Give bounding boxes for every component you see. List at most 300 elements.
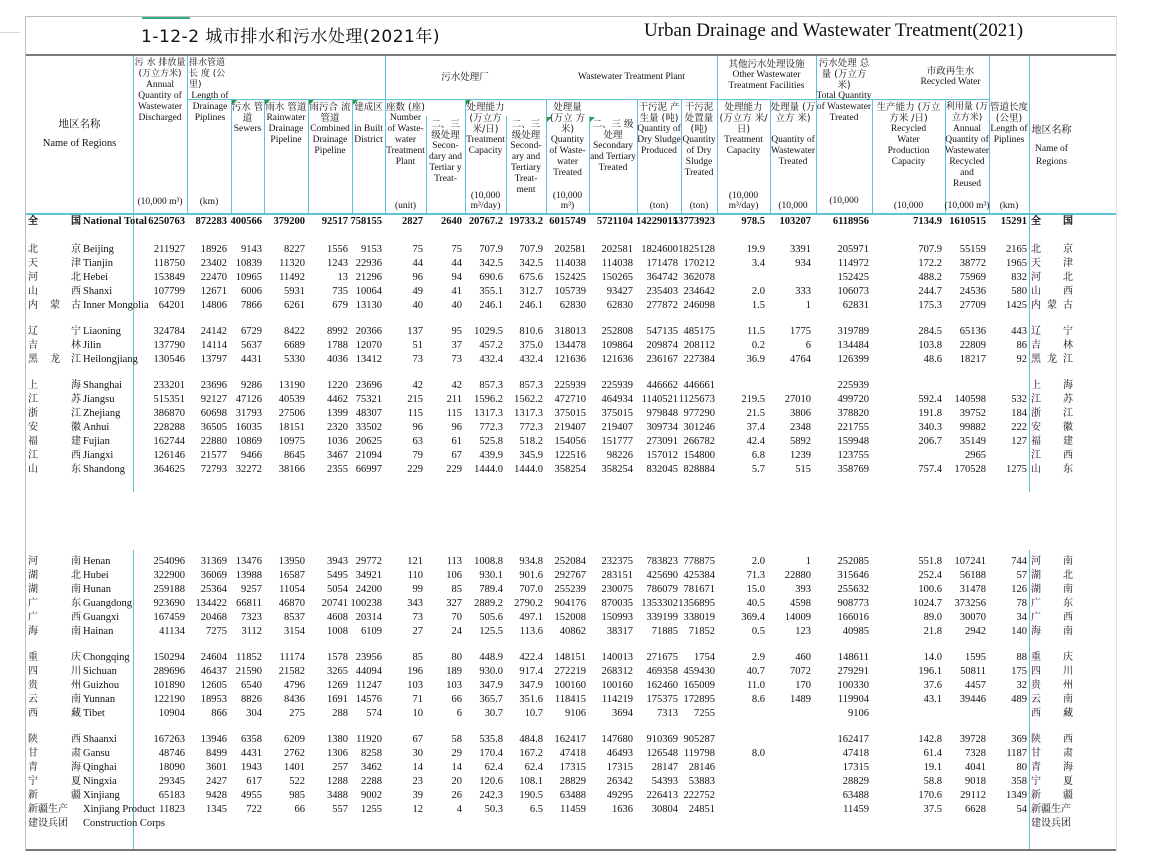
data-cell: 3391 (790, 244, 811, 255)
data-cell: 1380 (327, 734, 348, 745)
data-cell: 13412 (355, 354, 382, 365)
data-cell: 365.7 (479, 694, 503, 705)
data-cell: 13 (337, 272, 348, 283)
region-name-en: Inner Mongolia (83, 300, 149, 311)
data-cell: 1425 (1006, 300, 1027, 311)
region-name-en: Construction Corps (83, 818, 165, 829)
data-cell: 364625 (153, 464, 185, 475)
data-cell: 515351 (153, 394, 185, 405)
region-name-right-last: 藏 (1063, 708, 1073, 719)
data-cell: 229 (446, 464, 462, 475)
data-cell: 26342 (606, 776, 633, 787)
data-cell: 21.5 (746, 408, 765, 419)
data-cell: 14 (451, 762, 462, 773)
region-name-en: Beijing (83, 244, 114, 255)
region-name-right-last: 海 (1063, 380, 1073, 391)
unit-recycled-capacity: (10,000 (893, 201, 924, 211)
data-cell: 21296 (355, 272, 382, 283)
header-wastewater-discharged: 污 水 排放量 (万立方米) Annual Quantity of Wastewater Discharged (134, 58, 186, 123)
region-name-right-first: 上 (1031, 380, 1041, 391)
data-cell: 1.5 (751, 300, 765, 311)
data-cell: 675.6 (519, 272, 543, 283)
data-cell: 105739 (554, 286, 586, 297)
data-cell: 8258 (361, 748, 382, 759)
data-cell: 923690 (153, 598, 185, 609)
data-cell: 137 (407, 326, 423, 337)
data-cell: 170 (795, 680, 811, 691)
data-cell: 39752 (959, 408, 986, 419)
data-cell: 4041 (965, 762, 986, 773)
data-cell: 100238 (350, 598, 382, 609)
data-cell: 63 (412, 436, 423, 447)
data-cell: 1008 (327, 626, 348, 637)
region-name-right-last: 西 (1063, 734, 1073, 745)
data-cell: 1317.3 (474, 408, 503, 419)
data-cell: 373256 (954, 598, 986, 609)
data-cell: 7072 (790, 666, 811, 677)
data-cell: 1140521 (641, 394, 678, 405)
region-name-en: Shanxi (83, 286, 113, 297)
data-cell: 78 (1016, 598, 1027, 609)
data-cell: 24 (451, 626, 462, 637)
data-cell: 459430 (683, 666, 715, 677)
data-cell: 24851 (688, 804, 715, 815)
data-cell: 96 (412, 272, 423, 283)
data-cell: 206.7 (918, 436, 942, 447)
data-cell: 167459 (153, 612, 185, 623)
region-name-cn-first: 江 (28, 450, 38, 461)
data-cell: 271675 (646, 652, 678, 663)
data-cell: 347.9 (479, 680, 503, 691)
region-name-right-first: 宁 (1031, 776, 1041, 787)
data-cell: 103 (407, 680, 423, 691)
region-name-en: Guangdong (83, 598, 132, 609)
region-name-en: Hebei (83, 272, 109, 283)
data-cell: 5721104 (596, 216, 633, 227)
data-cell: 2640 (441, 216, 462, 227)
data-cell: 254096 (153, 556, 185, 567)
data-cell: 9257 (241, 584, 262, 595)
region-name-cn-first: 四 (28, 666, 38, 677)
data-cell: 5892 (790, 436, 811, 447)
region-name-cn-last: 林 (71, 340, 81, 351)
data-cell: 196.1 (918, 666, 942, 677)
data-cell: 6261 (284, 300, 305, 311)
data-cell: 8499 (206, 748, 227, 759)
data-cell: 446661 (683, 380, 715, 391)
data-cell: 5330 (284, 354, 305, 365)
region-name-en: Shanghai (83, 380, 123, 391)
table-bottom-border (26, 849, 1116, 851)
region-name-right-first: 云 (1031, 694, 1041, 705)
data-cell: 13988 (235, 570, 262, 581)
region-name-cn-first: 青 (28, 762, 38, 773)
data-cell: 2.0 (751, 286, 765, 297)
data-cell: 781671 (683, 584, 715, 595)
data-cell: 110 (407, 570, 423, 581)
header-plant-group-cn: 污水处理厂 (441, 72, 489, 83)
data-cell: 904176 (554, 598, 586, 609)
data-cell: 0.5 (751, 626, 765, 637)
data-cell: 11920 (356, 734, 382, 745)
data-cell: 63488 (559, 790, 586, 801)
data-cell: 114038 (554, 258, 586, 269)
data-cell: 27709 (959, 300, 986, 311)
data-cell: 95 (451, 326, 462, 337)
header-region-left: 地区名称 Name of Regions (42, 118, 117, 149)
data-cell: 275 (289, 708, 305, 719)
data-cell: 49 (412, 286, 423, 297)
data-cell: 2427 (206, 776, 227, 787)
data-cell: 8645 (284, 450, 305, 461)
data-cell: 40 (451, 300, 462, 311)
table-row (26, 625, 1116, 639)
data-cell: 375.0 (519, 340, 543, 351)
data-cell: 9143 (241, 244, 262, 255)
region-name-right-last: 东 (1063, 598, 1073, 609)
data-cell: 31478 (959, 584, 986, 595)
region-name-cn-last: 海 (71, 380, 81, 391)
data-cell: 484.8 (519, 734, 543, 745)
data-cell: 485175 (683, 326, 715, 337)
data-cell: 48.6 (923, 354, 942, 365)
data-cell: 857.3 (479, 380, 503, 391)
region-name-en: Yunnan (83, 694, 116, 705)
data-cell: 309734 (646, 422, 678, 433)
region-name-cn-last: 古 (71, 300, 81, 311)
data-cell: 23696 (200, 380, 227, 391)
data-cell: 219407 (601, 422, 633, 433)
data-cell: 211 (446, 394, 462, 405)
region-name-cn: 新疆生产 (28, 804, 68, 815)
data-cell: 61 (451, 436, 462, 447)
data-cell: 4796 (284, 680, 305, 691)
data-cell: 4764 (790, 354, 811, 365)
data-cell: 122190 (153, 694, 185, 705)
data-cell: 130546 (153, 354, 185, 365)
data-cell: 288 (332, 708, 348, 719)
region-name-right-first: 青 (1031, 762, 1041, 773)
data-cell: 1125673 (678, 394, 715, 405)
data-cell: 1444.0 (474, 464, 503, 475)
data-cell: 107241 (954, 556, 986, 567)
data-cell: 36505 (200, 422, 227, 433)
table-row (26, 407, 1116, 421)
table-row (26, 379, 1116, 393)
data-cell: 10869 (235, 436, 262, 447)
unit-num-plants: (unit) (394, 201, 417, 211)
data-cell: 86 (1016, 340, 1027, 351)
region-name-right-last: 京 (1063, 244, 1073, 255)
data-cell: 10965 (235, 272, 262, 283)
header-capacity: 处理能力 (万立方 米/日) Treatment Capacity (466, 102, 505, 156)
region-name-cn-first: 湖 (28, 570, 38, 581)
data-cell: 39728 (959, 734, 986, 745)
data-cell: 5054 (327, 584, 348, 595)
data-cell: 233201 (153, 380, 185, 391)
region-name-en: Qinghai (83, 762, 117, 773)
data-cell: 8436 (284, 694, 305, 705)
data-cell: 125.5 (479, 626, 503, 637)
data-cell: 259188 (153, 584, 185, 595)
data-cell: 304 (246, 708, 262, 719)
region-name-en: Zhejiang (83, 408, 121, 419)
data-cell: 4 (456, 804, 462, 815)
data-cell: 88 (1016, 652, 1027, 663)
region-name-cn-last: 北 (71, 570, 81, 581)
data-cell: 115 (446, 408, 462, 419)
data-cell: 9466 (241, 450, 262, 461)
data-cell: 242.3 (479, 790, 503, 801)
data-cell: 11852 (236, 652, 262, 663)
table-body (26, 215, 1116, 851)
data-cell: 36.9 (746, 354, 765, 365)
region-name-cn-last: 川 (71, 666, 81, 677)
data-cell: 55159 (959, 244, 986, 255)
data-cell: 744 (1011, 556, 1027, 567)
header-other-quantity: 处理量 (万立方 米) Quantity of Wastewater Treated (770, 102, 816, 167)
data-cell: 857.3 (519, 380, 543, 391)
data-cell: 57 (1016, 570, 1027, 581)
data-cell: 21582 (278, 666, 305, 677)
region-name-en: Sichuan (83, 666, 117, 677)
data-cell: 27 (412, 626, 423, 637)
region-name-cn-middle: 蒙 (50, 300, 60, 311)
data-cell: 29112 (960, 790, 986, 801)
data-cell: 532 (1011, 394, 1027, 405)
data-cell: 3462 (361, 762, 382, 773)
region-name-cn-first: 宁 (28, 776, 38, 787)
data-cell: 29772 (355, 556, 382, 567)
data-cell: 13476 (235, 556, 262, 567)
data-cell: 62.4 (484, 762, 503, 773)
region-name-cn-last: 江 (71, 354, 81, 365)
region-name-right-last: 西 (1063, 286, 1073, 297)
region-name-en: Jiangxi (83, 450, 114, 461)
data-cell: 557 (332, 804, 348, 815)
data-cell: 107799 (153, 286, 185, 297)
data-cell: 12070 (355, 340, 382, 351)
header-sludge-produced: 干污泥 产生量 (吨) Quantity of Dry Sludge Produced (637, 102, 681, 156)
data-cell: 978.5 (741, 216, 765, 227)
data-cell: 358254 (554, 464, 586, 475)
region-name-right-last: 江 (1063, 354, 1073, 365)
region-name-right-last: 东 (1063, 464, 1073, 475)
data-cell: 772.3 (479, 422, 503, 433)
data-cell: 46437 (200, 666, 227, 677)
data-cell: 46493 (606, 748, 633, 759)
data-cell: 20 (451, 776, 462, 787)
data-cell: 13950 (278, 556, 305, 567)
data-cell: 340.3 (918, 422, 942, 433)
unit-sludge-produced: (ton) (649, 201, 669, 211)
data-cell: 50811 (960, 666, 986, 677)
data-cell: 252084 (554, 556, 586, 567)
data-cell: 268312 (601, 666, 633, 677)
region-name-right-first: 福 (1031, 436, 1041, 447)
data-cell: 96 (451, 422, 462, 433)
data-cell: 23402 (200, 258, 227, 269)
data-cell: 66811 (236, 598, 262, 609)
data-cell: 58.8 (923, 776, 942, 787)
data-cell: 1243 (327, 258, 348, 269)
data-cell: 103.8 (918, 340, 942, 351)
data-cell: 9018 (965, 776, 986, 787)
data-cell: 551.8 (918, 556, 942, 567)
data-cell: 525.8 (479, 436, 503, 447)
data-cell: 783823 (646, 556, 678, 567)
data-cell: 15.0 (746, 584, 765, 595)
region-name-cn-first: 江 (28, 394, 38, 405)
data-cell: 1595 (965, 652, 986, 663)
data-cell: 98226 (606, 450, 633, 461)
data-cell: 690.6 (479, 272, 503, 283)
data-cell: 789.4 (479, 584, 503, 595)
region-name-en: Tibet (83, 708, 105, 719)
data-cell: 375015 (601, 408, 633, 419)
data-cell: 7323 (241, 612, 262, 623)
data-cell: 908773 (837, 598, 869, 609)
data-cell: 1562.2 (514, 394, 543, 405)
data-cell: 8227 (284, 244, 305, 255)
region-name-cn-last: 南 (71, 556, 81, 567)
data-cell: 347.9 (519, 680, 543, 691)
data-cell: 580 (1011, 286, 1027, 297)
data-cell: 96 (412, 422, 423, 433)
region-name-en: Hunan (83, 584, 111, 595)
data-cell: 22880 (784, 570, 811, 581)
region-name-cn-first: 福 (28, 436, 38, 447)
data-cell: 20468 (200, 612, 227, 623)
header-recycled-pipe: 管道长度 (公里) Length of Piplines (989, 102, 1028, 145)
data-cell: 3265 (327, 666, 348, 677)
data-cell: 1306 (327, 748, 348, 759)
table-row (26, 611, 1116, 625)
data-cell: 108.1 (519, 776, 543, 787)
data-cell: 162417 (837, 734, 869, 745)
table-row (26, 679, 1116, 693)
data-cell: 3806 (790, 408, 811, 419)
table-row (26, 817, 1116, 831)
data-cell: 14806 (200, 300, 227, 311)
data-cell: 46870 (278, 598, 305, 609)
data-cell: 1444.0 (514, 464, 543, 475)
data-cell: 1636 (612, 804, 633, 815)
region-name-cn-first: 甘 (28, 748, 38, 759)
data-cell: 432.4 (479, 354, 503, 365)
region-name-cn-first: 西 (28, 708, 38, 719)
table-row (26, 285, 1116, 299)
data-cell: 244.7 (918, 286, 942, 297)
region-name-right-first: 辽 (1031, 326, 1041, 337)
data-cell: 85 (412, 652, 423, 663)
data-cell: 44 (451, 258, 462, 269)
data-cell: 2288 (361, 776, 382, 787)
data-cell: 31369 (200, 556, 227, 567)
data-cell: 1943 (241, 762, 262, 773)
data-cell: 8537 (284, 612, 305, 623)
data-cell: 236167 (646, 354, 678, 365)
data-cell: 73 (412, 612, 423, 623)
region-name-en: Jilin (83, 340, 102, 351)
region-name-right-first: 江 (1031, 394, 1041, 405)
region-name-en: Guizhou (83, 680, 120, 691)
data-cell: 757.4 (918, 464, 942, 475)
data-cell: 343 (407, 598, 423, 609)
data-cell: 8826 (241, 694, 262, 705)
data-cell: 142.8 (918, 734, 942, 745)
region-name-right-last: 庆 (1063, 652, 1073, 663)
region-name-right-first: 北 (1031, 244, 1041, 255)
table-row (26, 707, 1116, 721)
data-cell: 20625 (355, 436, 382, 447)
data-cell: 246098 (683, 300, 715, 311)
data-cell: 786079 (646, 584, 678, 595)
data-cell: 75 (451, 244, 462, 255)
region-name-cn-last: 东 (71, 464, 81, 475)
data-cell: 934.8 (519, 556, 543, 567)
data-cell: 6628 (965, 804, 986, 815)
region-name-cn-middle: 龙 (50, 354, 60, 365)
region-name-cn-last: 京 (71, 244, 81, 255)
data-cell: 120.6 (479, 776, 503, 787)
region-name-right-first: 浙 (1031, 408, 1041, 419)
data-cell: 679 (332, 300, 348, 311)
region-name-right-cn: 建设兵团 (1031, 818, 1071, 829)
data-cell: 985 (289, 790, 305, 801)
region-name-en: Heilongjiang (83, 354, 138, 365)
data-cell: 118415 (554, 694, 586, 705)
header-capacity-secondary: 二、三 级处理 Second-ary and Tertiary Treat-ment (510, 119, 542, 195)
region-name-right-last: 夏 (1063, 776, 1073, 787)
region-name-en: Chongqing (83, 652, 130, 663)
data-cell: 6689 (284, 340, 305, 351)
data-cell: 44 (412, 258, 423, 269)
data-cell: 319789 (837, 326, 869, 337)
data-cell: 443 (1011, 326, 1027, 337)
data-cell: 21.8 (923, 626, 942, 637)
region-name-cn-first: 重 (28, 652, 38, 663)
data-cell: 735 (332, 286, 348, 297)
data-cell: 47418 (842, 748, 869, 759)
data-cell: 8.6 (751, 694, 765, 705)
data-cell: 42 (412, 380, 423, 391)
data-cell: 89.0 (923, 612, 942, 623)
region-name-right-first: 广 (1031, 598, 1041, 609)
data-cell: 24604 (200, 652, 227, 663)
data-cell: 19.9 (746, 244, 765, 255)
data-cell: 1029.5 (474, 326, 503, 337)
region-name-right-first: 湖 (1031, 570, 1041, 581)
data-cell: 67 (412, 734, 423, 745)
region-name-en: Liaoning (83, 326, 121, 337)
table-row (26, 583, 1116, 597)
data-cell: 13773923 (673, 216, 715, 227)
data-cell: 109864 (601, 340, 633, 351)
data-cell: 515 (795, 464, 811, 475)
region-name-right-last: 建 (1063, 436, 1073, 447)
data-cell: 16587 (278, 570, 305, 581)
data-cell: 3943 (327, 556, 348, 567)
table-row (26, 353, 1116, 367)
data-cell: 152008 (554, 612, 586, 623)
data-cell: 38166 (278, 464, 305, 475)
data-cell: 51 (412, 340, 423, 351)
data-cell: 4431 (241, 748, 262, 759)
region-name-right-last: 南 (1063, 556, 1073, 567)
region-name-cn-last: 夏 (71, 776, 81, 787)
data-cell: 11320 (279, 258, 305, 269)
